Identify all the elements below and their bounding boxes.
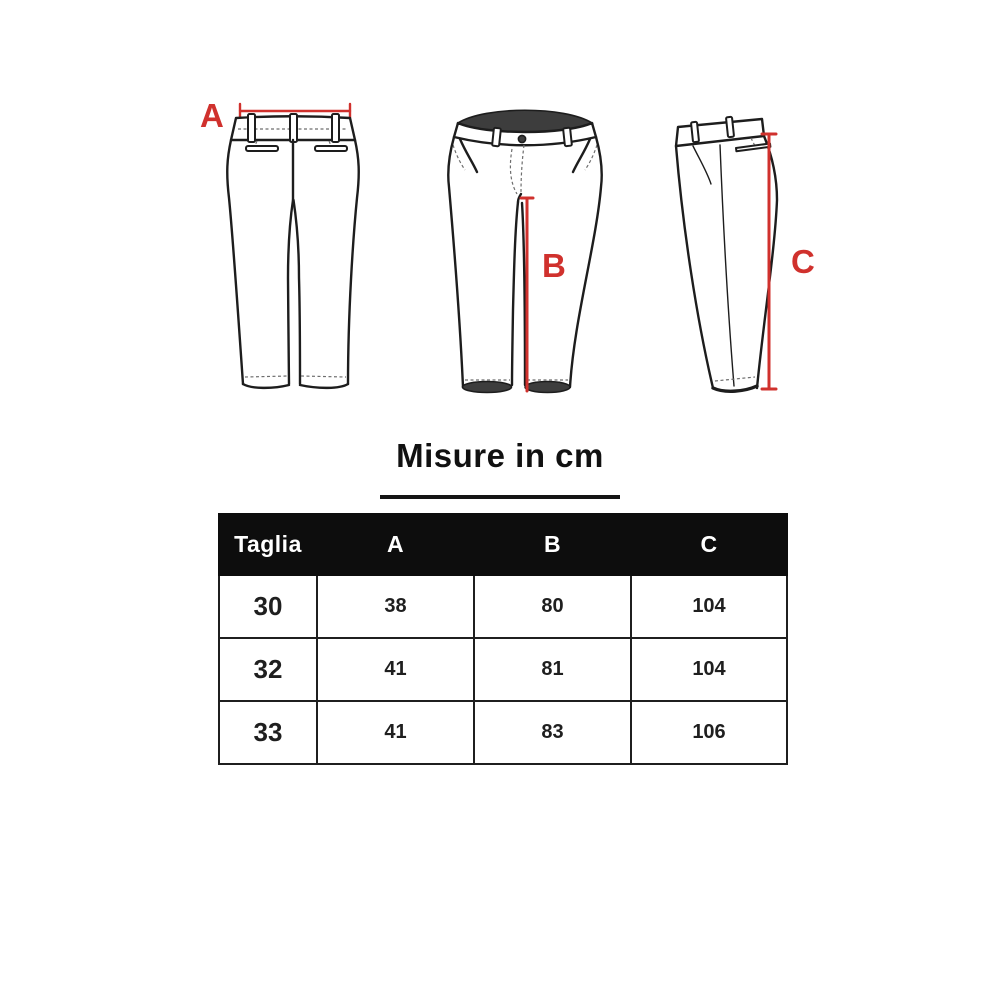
cell-b: 80 bbox=[474, 575, 631, 638]
table-row bbox=[219, 638, 787, 701]
pants-side-body bbox=[676, 117, 777, 392]
column-header-c: C bbox=[631, 514, 787, 575]
column-header-b: B bbox=[474, 514, 631, 575]
cell-b: 83 bbox=[474, 701, 631, 764]
cell-a: 38 bbox=[317, 575, 474, 638]
pants-front-view-drawing bbox=[430, 95, 620, 405]
cell-size: 30 bbox=[219, 575, 317, 638]
title-underline bbox=[380, 495, 620, 499]
pants-back-view-figure bbox=[193, 88, 373, 408]
pants-back-body bbox=[227, 114, 358, 388]
size-table bbox=[218, 513, 788, 765]
page-title: Misure in cm bbox=[396, 437, 604, 474]
pants-side-view-figure bbox=[665, 100, 825, 405]
pants-front-view-figure bbox=[430, 95, 620, 405]
cell-a: 41 bbox=[317, 638, 474, 701]
measure-label-a: A bbox=[200, 97, 224, 134]
cell-c: 106 bbox=[631, 701, 787, 764]
cell-c: 104 bbox=[631, 638, 787, 701]
cell-size: 32 bbox=[219, 638, 317, 701]
measure-label-c: C bbox=[791, 243, 815, 280]
cell-size: 33 bbox=[219, 701, 317, 764]
cell-b: 81 bbox=[474, 638, 631, 701]
table-row bbox=[219, 575, 787, 638]
cell-a: 41 bbox=[317, 701, 474, 764]
table-row bbox=[219, 701, 787, 764]
pants-side-view-drawing bbox=[665, 100, 825, 405]
table-header-row bbox=[219, 514, 787, 575]
pants-front-body bbox=[448, 110, 602, 392]
cell-c: 104 bbox=[631, 575, 787, 638]
pants-back-view-drawing bbox=[193, 88, 373, 408]
measure-label-b: B bbox=[542, 247, 566, 284]
column-header-taglia: Taglia bbox=[219, 514, 317, 575]
column-header-a: A bbox=[317, 514, 474, 575]
